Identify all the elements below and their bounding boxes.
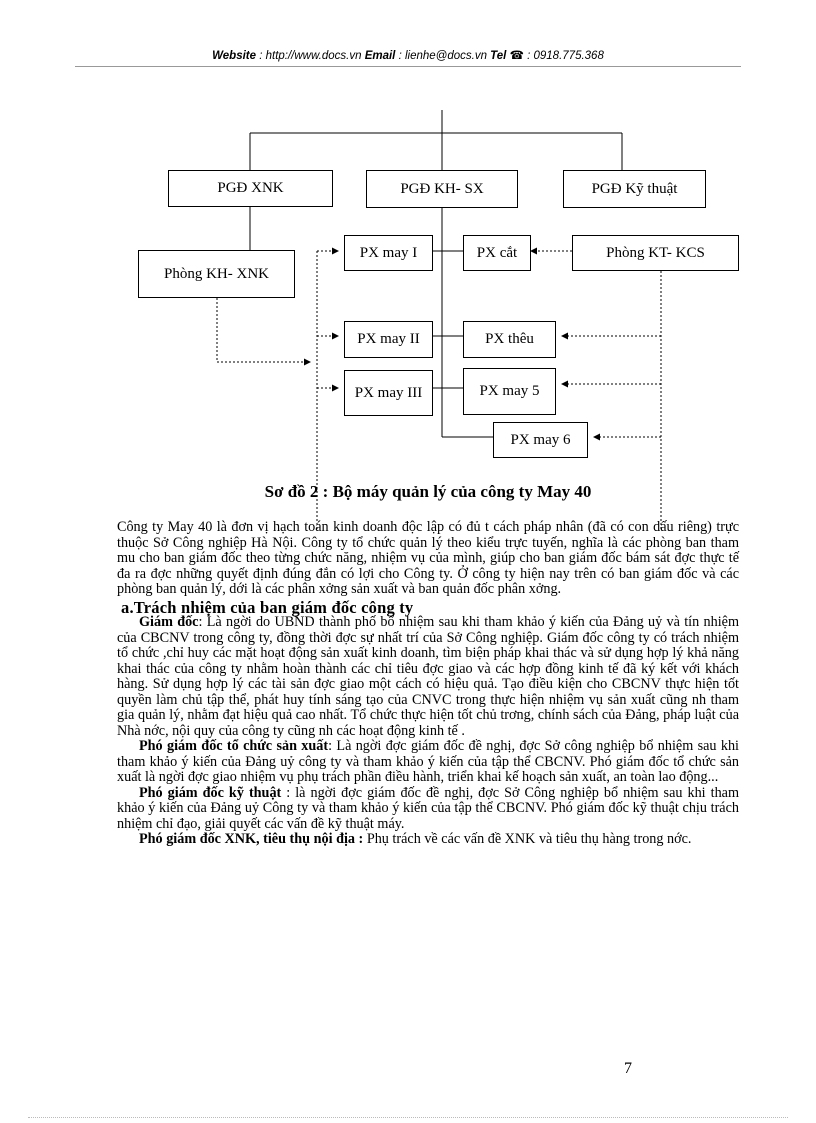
box-px-may-2: PX may II bbox=[344, 321, 433, 358]
email-value[interactable]: lienhe@docs.vn bbox=[404, 50, 487, 62]
box-px-may-3: PX may III bbox=[344, 370, 433, 416]
diagram-caption: Sơ đồ 2 : Bộ máy quản lý của công ty May 40 bbox=[264, 482, 592, 501]
body-content bbox=[117, 520, 739, 848]
email-label: Email bbox=[364, 50, 396, 62]
box-phong-kh-xnk: Phòng KH- XNK bbox=[138, 250, 295, 298]
page-header: Website : http://www.docs.vn Email : lienhe@docs.vn Tel ☎ : 0918.775.368 bbox=[212, 50, 604, 62]
paragraph-pgd-san-xuat bbox=[117, 739, 739, 786]
box-pgd-ky-thuat: PGĐ Kỹ thuật bbox=[563, 170, 706, 208]
box-px-theu: PX thêu bbox=[463, 321, 556, 358]
pgd-ky-thuat-label: Phó giám đốc kỹ thuật bbox=[139, 784, 282, 801]
pgd-xnk-text: Phụ trách về các vấn đề XNK và tiêu thụ hàng trong nớc. bbox=[363, 831, 692, 847]
box-px-may-1: PX may I bbox=[344, 235, 433, 271]
page-number: 7 bbox=[624, 1060, 632, 1077]
section-heading: a.Trách nhiệm của ban giám đốc công ty bbox=[121, 597, 414, 617]
pgd-ky-thuat-text: : là ngời đợc giám đốc đề nghị, đợc Sở Công nghiệp bổ nhiệm sau khi tham khảo ý kiến của Đảng uỷ Công ty và tham khảo ý kiến của tập thể CBCNV. Phó giám đốc kỹ thuật chịu trách nhiệm chỉ đạo, giải quyết các vấn đề kỹ thuật máy. bbox=[117, 784, 740, 832]
box-px-cat: PX cắt bbox=[463, 235, 531, 271]
giam-doc-label: Giám đốc bbox=[139, 614, 199, 630]
paragraph-pgd-ky-thuat bbox=[117, 786, 739, 833]
paragraph-giam-doc bbox=[117, 615, 739, 739]
footer-divider bbox=[28, 1117, 788, 1118]
box-pgd-xnk: PGĐ XNK bbox=[168, 170, 333, 207]
box-phong-kt-kcs: Phòng KT- KCS bbox=[572, 235, 739, 271]
tel-value: 0918.775.368 bbox=[533, 50, 604, 62]
website-value[interactable]: http://www.docs.vn bbox=[265, 50, 362, 62]
box-pgd-kh-sx: PGĐ KH- SX bbox=[366, 170, 518, 208]
pgd-san-xuat-label: Phó giám đốc tổ chức sản xuất bbox=[139, 738, 329, 754]
tel-label: Tel bbox=[490, 50, 507, 62]
intro-paragraph: Công ty May 40 là đơn vị hạch toán kinh doanh độc lập có đủ t cách pháp nhân (đã có con dấu riêng) trực thuộc Sở Công nghiệp Hà Nội. Công ty tổ chức quản lý theo kiểu trực tuyến, nghĩa là các phòng ban tham mu cho ban giám đốc theo từng chức năng, nhiệm vụ của mình, giúp cho ban giám đốc bám sát đợc thực tế đa ra đợc những quyết định đúng đắn có lợi cho Công ty. Ở công ty hiện nay trên có ban giám đốc và các phòng ban quản lý, dới là các phân xởng sản xuất và ban quản đốc phân xởng. bbox=[117, 519, 739, 597]
pgd-san-xuat-text: : Là ngời đợc giám đốc đề nghị, đợc Sở công nghiệp bổ nhiệm sau khi tham khảo ý kiến của Đảng uỷ công ty và tham khảo ý kiến của tập thể CBCNV. Phó giám đốc tổ chức sản xuất là ngời đợc giao nhiệm vụ phụ trách phần điều hành, triển khai kế hoạch sản xuất, an toàn lao động... bbox=[117, 738, 739, 785]
website-label: Website bbox=[212, 50, 257, 62]
phone-icon: ☎ bbox=[509, 50, 524, 62]
pgd-xnk-label: Phó giám đốc XNK, tiêu thụ nội địa : bbox=[139, 831, 364, 847]
giam-doc-text: : Là ngời do UBND thành phố bổ nhiệm sau khi tham khảo ý kiến của Đảng uỷ và tín nhiệm của CBCNV trong công ty, đồng thời đợc sự nhất trí của Sở Công nghiệp. Giám đốc công ty có trách nhiệm tổ chức ,chỉ huy các mặt hoạt động sản xuất kinh doanh, tìm biện pháp khai thác và sử dụng hợp lý khả năng khai thác của công ty nhằm hoàn thành các chỉ tiêu đợc giao và các hợp đồng kinh tế đã ký kết với khách hàng. Sử dụng hợp lý các tài sản đợc giao một cách có hiệu quả. Tạo điều kiện cho CBCNV thực hiện tốt quyền làm chủ tập thể, phát huy tính sáng tạo của CNVC trong thực hiện nhiệm vụ sản xuất cũng nh tham gia quản lý, nhằm đạt hiệu quả cao nhất. Tổ chức thực hiện tốt chủ trơng, chính sách của Đảng, pháp luật của Nhà nớc, nội quy của công ty cũng nh các hoạt động kinh tế . bbox=[117, 614, 739, 739]
paragraph-pgd-xnk bbox=[117, 832, 739, 848]
box-px-may-5: PX may 5 bbox=[463, 368, 556, 415]
box-px-may-6: PX may 6 bbox=[493, 422, 588, 458]
